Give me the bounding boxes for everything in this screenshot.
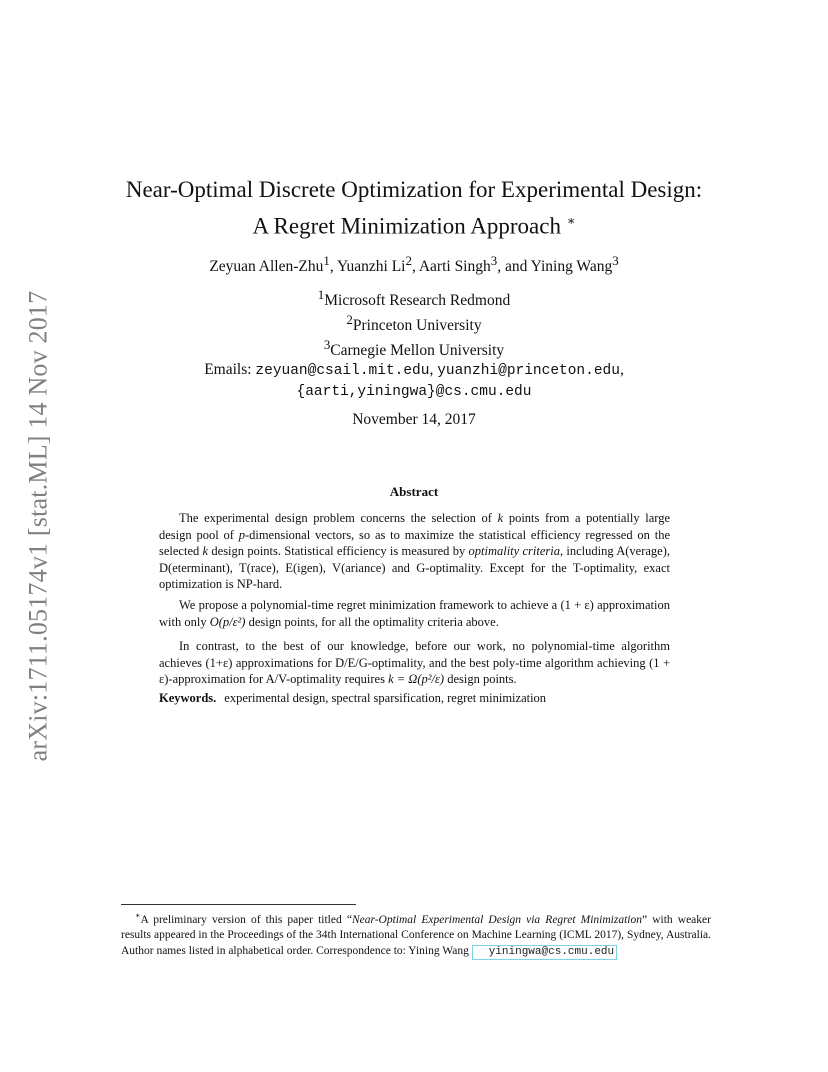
author-separator: , xyxy=(329,258,338,276)
math-expression: O(p/ε²) xyxy=(209,614,246,629)
abstract-text: In contrast, to the best of our knowledge, before our work, no polynomial-time algorithm achieves xyxy=(159,639,670,670)
author-affil-mark: 3 xyxy=(490,253,498,268)
keywords-label: Keywords. xyxy=(159,691,217,705)
affiliation-line xyxy=(60,285,768,310)
footnote-emphasis: Near-Optimal Experimental Design via Regret Minimization xyxy=(351,913,642,926)
math-variable: p xyxy=(238,527,245,542)
abstract-paragraph-3 xyxy=(159,638,670,688)
email-address: {aarti,yiningwa}@cs.cmu.edu xyxy=(296,384,532,401)
math-expression: (1+ε) xyxy=(205,655,233,670)
author-list xyxy=(60,253,768,276)
abstract-text: , including A(verage), D(eterminant), T(race), E(igen), V(ariance) and G-optimality. Except for the T-optimality, exact optimization is NP-hard. xyxy=(159,544,670,591)
paper-date: November 14, 2017 xyxy=(352,411,476,428)
abstract-paragraph-2 xyxy=(159,597,670,630)
title-line-2 xyxy=(60,205,768,242)
abstract-heading: Abstract xyxy=(389,484,439,499)
correspondence-email-link[interactable]: yiningwa@cs.cmu.edu xyxy=(472,945,617,960)
footnote-text: ” with weaker results appeared in the Proceedings of the 34th International Conference on Machine Learning (ICML 2017), Sydney, Australia. Author names listed in alphabetical order. Correspondence to: Yining Wang xyxy=(121,913,711,957)
abstract-text: approximation with only xyxy=(159,598,671,629)
affiliation-line xyxy=(60,335,768,360)
email-address: yuanzhi@princeton.edu xyxy=(437,363,620,380)
author-name: Yuanzhi Li xyxy=(337,258,406,276)
affiliation-mark: 2 xyxy=(346,312,353,328)
keywords xyxy=(159,690,670,707)
title-line-1: Near-Optimal Discrete Optimization for Experimental Design: xyxy=(125,177,703,202)
affiliation-name: Microsoft Research Redmond xyxy=(324,292,511,310)
abstract-text: The experimental design problem concerns the selection of xyxy=(179,511,498,525)
emphasis-text: optimality criteria xyxy=(468,544,560,558)
math-expression: (1 + ε) xyxy=(159,655,671,686)
abstract-text: points from a potentially large design pool of xyxy=(159,511,671,542)
affiliations xyxy=(60,285,768,402)
footnote-text: A preliminary version of this paper titled “ xyxy=(140,913,352,926)
author-affil-mark: 2 xyxy=(405,253,412,268)
emails-line: Emails: zeyuan@csail.mit.edu, yuanzhi@princeton.edu, xyxy=(204,361,624,380)
author-name: Yining Wang xyxy=(530,258,613,276)
title-footnote-mark: ∗ xyxy=(566,213,576,228)
arxiv-identifier-text: arXiv:1711.05174v1 [stat.ML] 14 Nov 2017 xyxy=(23,290,52,762)
abstract-paragraph-1 xyxy=(159,510,670,593)
abstract-text: -approximation for A/V-optimality requires xyxy=(168,672,389,686)
footnote xyxy=(121,908,711,960)
abstract-text: design points. xyxy=(444,672,517,686)
footnote-divider xyxy=(121,904,356,905)
affiliation-name: Carnegie Mellon University xyxy=(330,342,505,360)
author-affil-mark: 1 xyxy=(323,253,330,268)
arxiv-side-identifier xyxy=(20,276,56,776)
emails-line-2 xyxy=(60,381,768,402)
abstract-text: approximations for D/E/G-optimality, and the best poly-time algorithm achieving xyxy=(232,655,650,670)
abstract-text: -dimensional vectors, so as to maximize the statistical efficiency regressed on the selected xyxy=(159,527,670,558)
math-expression: (1 + ε) xyxy=(560,598,594,612)
affiliation-mark: 1 xyxy=(317,287,325,302)
author-affil-mark: 3 xyxy=(612,253,619,268)
affiliation-line xyxy=(60,310,768,335)
affiliation-mark: 3 xyxy=(323,337,331,353)
affiliation-name: Princeton University xyxy=(352,317,482,335)
paper-title xyxy=(60,174,768,242)
author-name: Zeyuan Allen-Zhu xyxy=(209,258,324,276)
math-variable: k xyxy=(497,511,504,525)
author-separator: , and xyxy=(497,258,531,276)
abstract-text: design points, for all the optimality criteria above. xyxy=(245,614,499,629)
abstract-text: design points. Statistical efficiency is measured by xyxy=(208,544,469,558)
author-name: Aarti Singh xyxy=(418,258,491,276)
math-variable: k xyxy=(202,544,209,558)
keywords-text: experimental design, spectral sparsification, regret minimization xyxy=(224,691,547,705)
email-address: zeyuan@csail.mit.edu xyxy=(255,363,430,380)
math-expression: k = Ω(p²/ε) xyxy=(388,672,445,686)
author-separator: , xyxy=(411,258,419,276)
abstract-text: We propose a polynomial-time regret minimization framework to achieve a xyxy=(179,598,561,612)
title-line-2-text: A Regret Minimization Approach xyxy=(252,213,561,239)
emails-label: Emails: xyxy=(204,361,256,379)
footnote-mark: ∗ xyxy=(135,911,141,920)
